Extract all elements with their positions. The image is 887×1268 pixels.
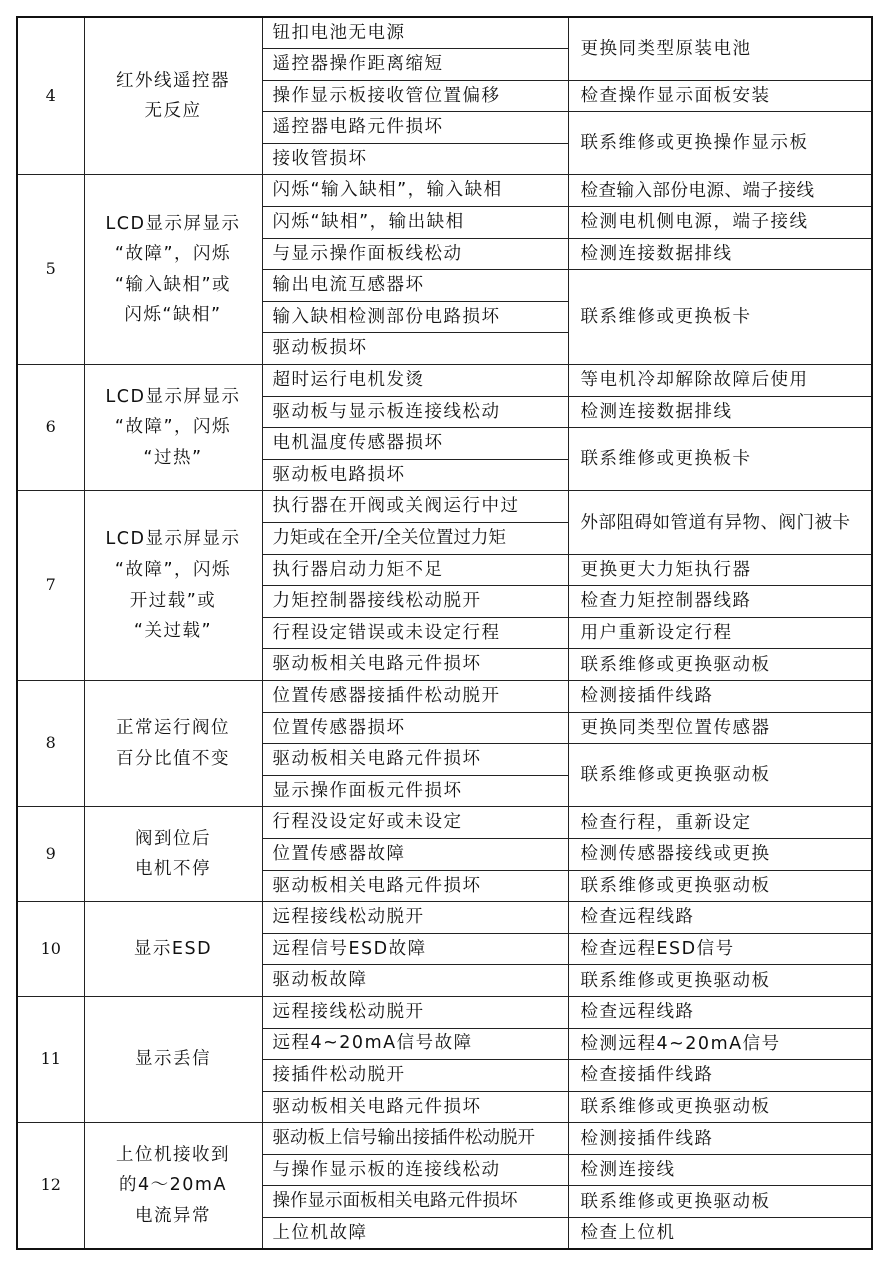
- symptom-line: 阀到位后: [135, 828, 211, 849]
- fault-number: 5: [17, 175, 84, 365]
- fault-remedy: 检测传感器接线或更换: [568, 838, 872, 870]
- fault-remedy: 检查操作显示面板安装: [568, 80, 872, 112]
- symptom-line: “过热”: [143, 448, 203, 469]
- fault-number: 6: [17, 365, 84, 491]
- fault-cause: 驱动板损坏: [262, 333, 568, 365]
- fault-cause: 位置传感器故障: [262, 838, 568, 870]
- fault-remedy: 更换同类型原装电池: [568, 17, 872, 80]
- symptom-line: 电流异常: [135, 1206, 211, 1227]
- symptom-line: 百分比值不变: [116, 748, 230, 769]
- fault-remedy: 更换同类型位置传感器: [568, 712, 872, 744]
- fault-cause: 执行器在开阀或关阀运行中过: [262, 491, 568, 523]
- fault-remedy: 检测电机侧电源，端子接线: [568, 207, 872, 239]
- fault-cause: 远程信号ESD故障: [262, 933, 568, 965]
- fault-remedy: 等电机冷却解除故障后使用: [568, 365, 872, 397]
- symptom-line: “故障”，闪烁: [114, 417, 232, 438]
- fault-remedy: 检查接插件线路: [568, 1060, 872, 1092]
- fault-symptom: [84, 175, 262, 365]
- fault-number: 11: [17, 996, 84, 1122]
- fault-cause: 钮扣电池无电源: [262, 17, 568, 49]
- fault-symptom: [84, 17, 262, 175]
- fault-cause: 闪烁“缺相”，输出缺相: [262, 207, 568, 239]
- fault-symptom: [84, 491, 262, 681]
- fault-number: 9: [17, 807, 84, 902]
- fault-remedy: 联系维修或更换操作显示板: [568, 112, 872, 175]
- fault-cause: 位置传感器接插件松动脱开: [262, 680, 568, 712]
- symptom-line: LCD显示屏显示: [105, 386, 241, 407]
- fault-cause: 驱动板相关电路元件损坏: [262, 649, 568, 681]
- fault-cause: 遥控器操作距离缩短: [262, 49, 568, 81]
- fault-symptom: [84, 365, 262, 491]
- fault-cause: 远程接线松动脱开: [262, 902, 568, 934]
- table-row: [17, 175, 872, 207]
- fault-remedy: 联系维修或更换驱动板: [568, 649, 872, 681]
- fault-symptom: [84, 680, 262, 806]
- fault-cause: 闪烁“输入缺相”，输入缺相: [262, 175, 568, 207]
- table-row: [17, 807, 872, 839]
- fault-cause: 电机温度传感器损坏: [262, 428, 568, 460]
- fault-cause: 输入缺相检测部份电路损坏: [262, 301, 568, 333]
- fault-cause: 与显示操作面板线松动: [262, 238, 568, 270]
- symptom-line: 红外线遥控器: [116, 70, 230, 91]
- fault-symptom: [84, 996, 262, 1122]
- fault-cause: 超时运行电机发烫: [262, 365, 568, 397]
- table-row: [17, 491, 872, 523]
- fault-cause: 遥控器电路元件损坏: [262, 112, 568, 144]
- fault-remedy: 检测连接线: [568, 1154, 872, 1186]
- troubleshooting-table-wrapper: [16, 16, 871, 1250]
- table-row: [17, 1123, 872, 1155]
- fault-remedy: 检测连接数据排线: [568, 238, 872, 270]
- fault-cause: 上位机故障: [262, 1218, 568, 1250]
- fault-symptom: [84, 1123, 262, 1249]
- table-body: [17, 17, 872, 1249]
- fault-remedy: 检查远程线路: [568, 902, 872, 934]
- fault-cause: 行程设定错误或未设定行程: [262, 617, 568, 649]
- symptom-line: “关过载”: [133, 621, 213, 642]
- fault-cause: 输出电流互感器坏: [262, 270, 568, 302]
- fault-cause: 远程4~20mA信号故障: [262, 1028, 568, 1060]
- symptom-line: 的4～20mA: [119, 1175, 227, 1196]
- fault-cause: 驱动板相关电路元件损坏: [262, 744, 568, 776]
- fault-remedy: 联系维修或更换驱动板: [568, 1186, 872, 1218]
- table-row: [17, 902, 872, 934]
- fault-number: 4: [17, 17, 84, 175]
- fault-number: 12: [17, 1123, 84, 1249]
- fault-cause: 接插件松动脱开: [262, 1060, 568, 1092]
- table-row: [17, 996, 872, 1028]
- fault-cause: 力矩控制器接线松动脱开: [262, 586, 568, 618]
- symptom-line: LCD显示屏显示: [105, 213, 241, 234]
- fault-remedy: 检查远程ESD信号: [568, 933, 872, 965]
- fault-number: 7: [17, 491, 84, 681]
- fault-cause: 行程没设定好或未设定: [262, 807, 568, 839]
- fault-cause: 显示操作面板元件损坏: [262, 775, 568, 807]
- symptom-line: LCD显示屏显示: [105, 529, 241, 550]
- fault-remedy: 联系维修或更换板卡: [568, 428, 872, 491]
- fault-cause: 驱动板与显示板连接线松动: [262, 396, 568, 428]
- fault-remedy: 检测接插件线路: [568, 1123, 872, 1155]
- fault-remedy: 外部阻碍如管道有异物、阀门被卡: [568, 491, 872, 554]
- fault-remedy: 用户重新设定行程: [568, 617, 872, 649]
- table-row: [17, 365, 872, 397]
- fault-remedy: 联系维修或更换板卡: [568, 270, 872, 365]
- symptom-line: 开过载”或: [129, 590, 217, 611]
- fault-remedy: 检测连接数据排线: [568, 396, 872, 428]
- fault-cause: 驱动板上信号输出接插件松动脱开: [262, 1123, 568, 1155]
- fault-remedy: 检测接插件线路: [568, 680, 872, 712]
- fault-remedy: 检测远程4~20mA信号: [568, 1028, 872, 1060]
- fault-cause: 驱动板电路损坏: [262, 459, 568, 491]
- fault-remedy: 联系维修或更换驱动板: [568, 965, 872, 997]
- symptom-line: 电机不停: [135, 859, 211, 880]
- fault-cause: 位置传感器损坏: [262, 712, 568, 744]
- fault-cause: 接收管损坏: [262, 143, 568, 175]
- fault-number: 10: [17, 902, 84, 997]
- symptom-line: “输入缺相”或: [114, 274, 232, 295]
- fault-remedy: 检查输入部份电源、端子接线: [568, 175, 872, 207]
- fault-cause: 操作显示板接收管位置偏移: [262, 80, 568, 112]
- symptom-line: 上位机接收到: [116, 1144, 230, 1165]
- table-row: [17, 680, 872, 712]
- fault-remedy: 检查行程，重新设定: [568, 807, 872, 839]
- symptom-line: “故障”，闪烁: [114, 560, 232, 581]
- fault-cause: 远程接线松动脱开: [262, 996, 568, 1028]
- fault-remedy: 更换更大力矩执行器: [568, 554, 872, 586]
- troubleshooting-table: [16, 16, 873, 1250]
- fault-cause: 驱动板相关电路元件损坏: [262, 870, 568, 902]
- fault-remedy: 联系维修或更换驱动板: [568, 870, 872, 902]
- symptom-line: 无反应: [144, 101, 202, 122]
- symptom-line: 显示ESD: [133, 938, 213, 959]
- fault-symptom: [84, 807, 262, 902]
- fault-cause: 执行器启动力矩不足: [262, 554, 568, 586]
- fault-remedy: 检查上位机: [568, 1218, 872, 1250]
- symptom-line: 显示丢信: [135, 1049, 211, 1070]
- symptom-line: “故障”，闪烁: [114, 244, 232, 265]
- table-row: [17, 17, 872, 49]
- fault-number: 8: [17, 680, 84, 806]
- fault-cause: 与操作显示板的连接线松动: [262, 1154, 568, 1186]
- fault-remedy: 检查力矩控制器线路: [568, 586, 872, 618]
- fault-cause: 操作显示面板相关电路元件损坏: [262, 1186, 568, 1218]
- fault-remedy: 检查远程线路: [568, 996, 872, 1028]
- fault-cause: 力矩或在全开/全关位置过力矩: [262, 523, 568, 555]
- fault-remedy: 联系维修或更换驱动板: [568, 744, 872, 807]
- symptom-line: 闪烁“缺相”: [124, 305, 222, 326]
- fault-symptom: [84, 902, 262, 997]
- symptom-line: 正常运行阀位: [116, 718, 230, 739]
- fault-cause: 驱动板故障: [262, 965, 568, 997]
- fault-cause: 驱动板相关电路元件损坏: [262, 1091, 568, 1123]
- fault-remedy: 联系维修或更换驱动板: [568, 1091, 872, 1123]
